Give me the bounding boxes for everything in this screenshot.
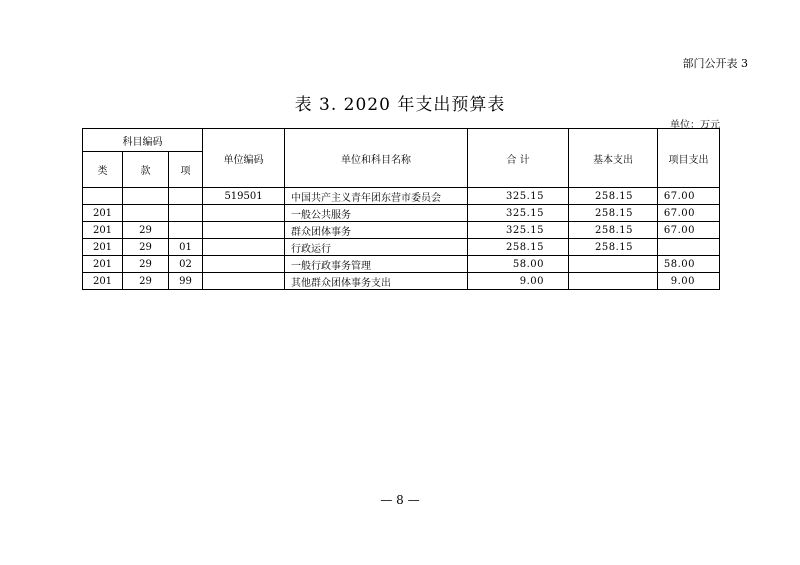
cell-total: 325.15 [468, 188, 569, 205]
cell-total: 9.00 [468, 273, 569, 290]
corner-label: 部门公开表 3 [682, 57, 748, 70]
cell-item [169, 222, 203, 239]
table-row [83, 239, 720, 256]
table-row [83, 256, 720, 273]
header-project: 项目支出 [658, 129, 720, 188]
cell-item [169, 205, 203, 222]
cell-basic [569, 273, 658, 290]
table-row [83, 205, 720, 222]
page-number: — 8 — [380, 493, 420, 507]
table-body [83, 188, 720, 290]
cell-project: 67.00 [658, 188, 720, 205]
cell-basic: 258.15 [569, 188, 658, 205]
cell-unit-code [203, 273, 285, 290]
cell-project: 67.00 [658, 222, 720, 239]
cell-total: 325.15 [468, 222, 569, 239]
unit-label: 单位：万元 [670, 120, 720, 131]
cell-project: 9.00 [658, 273, 720, 290]
table-row [83, 273, 720, 290]
cell-total: 258.15 [468, 239, 569, 256]
cell-basic: 258.15 [569, 222, 658, 239]
cell-unit-code: 519501 [203, 188, 285, 205]
cell-section: 29 [123, 256, 169, 273]
cell-total: 58.00 [468, 256, 569, 273]
cell-item: 99 [169, 273, 203, 290]
cell-unit-code [203, 222, 285, 239]
page-title: 表 3. 2020 年支出预算表 [294, 95, 506, 115]
header-category: 类 [83, 152, 123, 188]
cell-unit-name: 行政运行 [285, 239, 468, 256]
cell-unit-code [203, 256, 285, 273]
table-header [83, 129, 720, 188]
cell-unit-name: 其他群众团体事务支出 [285, 273, 468, 290]
cell-item: 02 [169, 256, 203, 273]
cell-unit-code [203, 239, 285, 256]
header-item: 项 [169, 152, 203, 188]
cell-section [123, 205, 169, 222]
table-row [83, 222, 720, 239]
cell-section [123, 188, 169, 205]
cell-item [169, 188, 203, 205]
header-total: 合 计 [468, 129, 569, 188]
cell-project: 67.00 [658, 205, 720, 222]
cell-section: 29 [123, 239, 169, 256]
header-basic: 基本支出 [569, 129, 658, 188]
cell-category: 201 [83, 273, 123, 290]
cell-basic: 258.15 [569, 205, 658, 222]
cell-basic: 258.15 [569, 239, 658, 256]
cell-category: 201 [83, 222, 123, 239]
header-section: 款 [123, 152, 169, 188]
header-unit-name: 单位和科目名称 [285, 129, 468, 188]
cell-section: 29 [123, 222, 169, 239]
cell-unit-name: 群众团体事务 [285, 222, 468, 239]
cell-project [658, 239, 720, 256]
cell-category: 201 [83, 256, 123, 273]
budget-table [82, 128, 720, 290]
table-row [83, 188, 720, 205]
cell-unit-name: 中国共产主义青年团东营市委员会 [285, 188, 468, 205]
header-unit-code: 单位编码 [203, 129, 285, 188]
cell-category [83, 188, 123, 205]
cell-unit-name: 一般行政事务管理 [285, 256, 468, 273]
cell-section: 29 [123, 273, 169, 290]
cell-unit-name: 一般公共服务 [285, 205, 468, 222]
cell-basic [569, 256, 658, 273]
cell-project: 58.00 [658, 256, 720, 273]
cell-category: 201 [83, 205, 123, 222]
cell-category: 201 [83, 239, 123, 256]
header-subject-code: 科目编码 [83, 129, 203, 152]
cell-unit-code [203, 205, 285, 222]
cell-total: 325.15 [468, 205, 569, 222]
cell-item: 01 [169, 239, 203, 256]
